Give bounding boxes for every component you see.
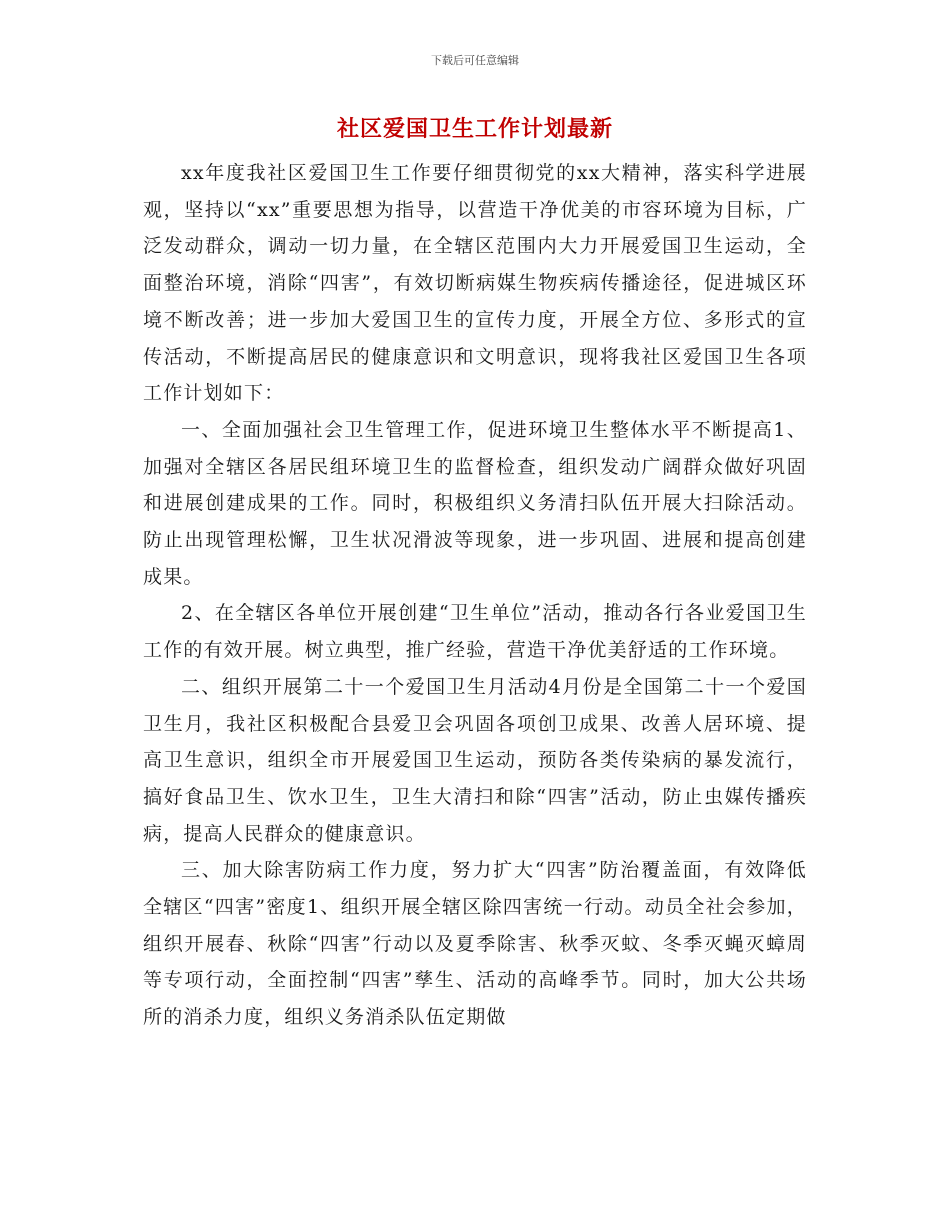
paragraph-intro: xx年度我社区爱国卫生工作要仔细贯彻党的xx大精神，落实科学进展观，坚持以“xx”重要思想为指导，以营造干净优美的市容环境为目标，广泛发动群众，调动一切力量，在全辖区范围内大力开展爱国卫生运动，全面整治环境，消除“四害”，有效切断病媒生物疾病传播途径，促进城区环境不断改善；进一步加大爱国卫生的宣传力度，开展全方位、多形式的宣传活动，不断提高居民的健康意识和文明意识，现将我社区爱国卫生各项工作计划如下：: [143, 162, 807, 405]
document-title: 社区爱国卫生工作计划最新: [336, 116, 613, 142]
paragraph-section-1: 一、全面加强社会卫生管理工作，促进环境卫生整体水平不断提高1、加强对全辖区各居民组环境卫生的监督检查，组织发动广阔群众做好巩固和进展创建成果的工作。同时，积极组织义务清扫队伍开展大扫除活动。防止出现管理松懈，卫生状况滑波等现象，进一步巩固、进展和提高创建成果。: [143, 418, 807, 588]
document-body: [143, 155, 807, 1036]
paragraph-section-3: 三、加大除害防病工作力度，努力扩大“四害”防治覆盖面，有效降低全辖区“四害”密度1、组织开展全辖区除四害统一行动。动员全社会参加，组织开展春、秋除“四害”行动以及夏季除害、秋季灭蚊、冬季灭蝇灭蟑周等专项行动，全面控制“四害”孳生、活动的高峰季节。同时，加大公共场所的消杀力度，组织义务消杀队伍定期做: [143, 859, 807, 1029]
page-header-note: 下载后可任意编辑: [431, 54, 519, 67]
paragraph-section-1-item-2: 2、在全辖区各单位开展创建“卫生单位”活动，推动各行各业爱国卫生工作的有效开展。树立典型，推广经验，营造干净优美舒适的工作环境。: [143, 602, 807, 662]
paragraph-section-2: 二、组织开展第二十一个爱国卫生月活动4月份是全国第二十一个爱国卫生月，我社区积极配合县爱卫会巩固各项创卫成果、改善人居环境、提高卫生意识，组织全市开展爱国卫生运动，预防各类传染病的暴发流行，搞好食品卫生、饮水卫生，卫生大清扫和除“四害”活动，防止虫媒传播疾病，提高人民群众的健康意识。: [143, 675, 807, 845]
